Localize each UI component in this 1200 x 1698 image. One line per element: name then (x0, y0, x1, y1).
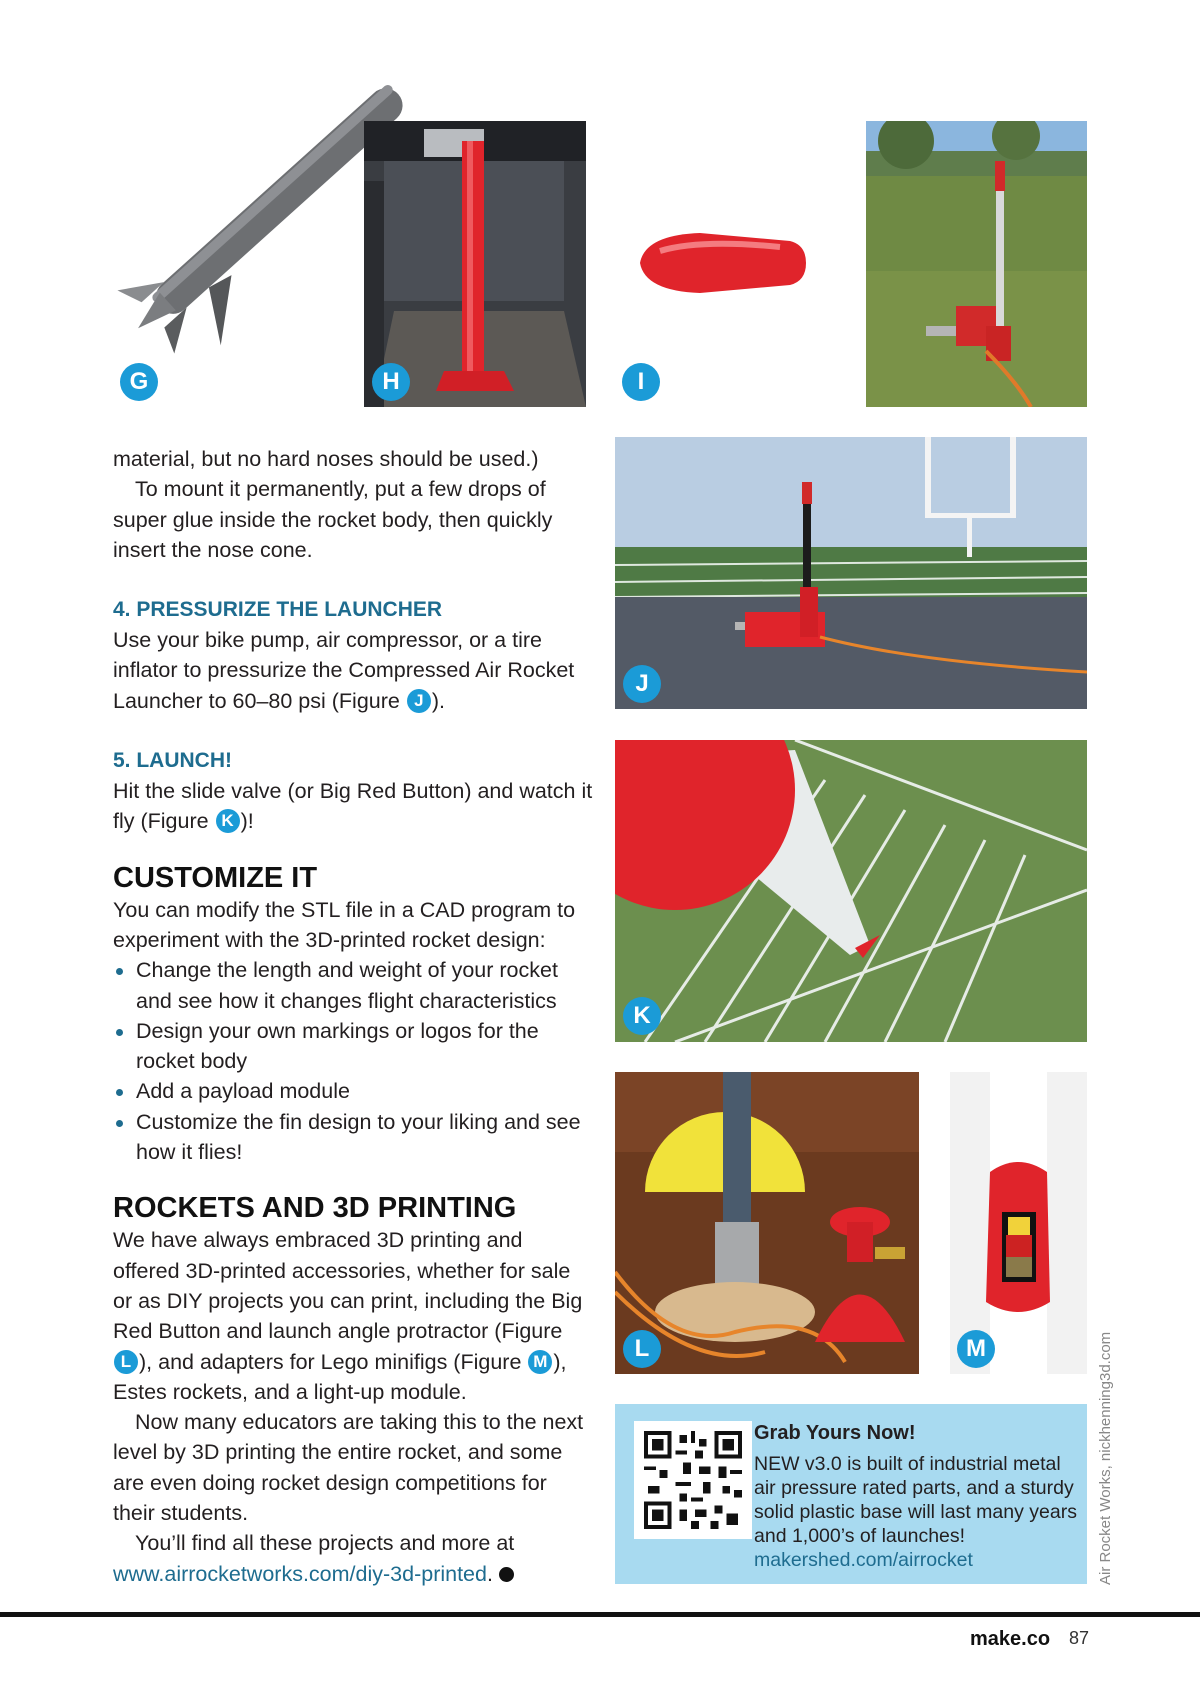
promo-body: NEW v3.0 is built of industrial metal air pressure rated parts, and a sturdy solid plastic base will last many years and 1,000’s of launches! (754, 1453, 1077, 1547)
article-left-column (113, 444, 593, 1589)
step5-text: Hit the slide valve (or Big Red Button) and watch it fly (Figure K )! (113, 779, 593, 834)
step4-text: Use your bike pump, air compressor, or a tire inflator to pressurize the Compressed Air Rocket Launcher to 60–80 psi (Figure J ). (113, 628, 575, 713)
list-item: Change the length and weight of your rocket and see how it changes flight characteristics (113, 955, 593, 1016)
list-item: Add a payload module (113, 1076, 593, 1106)
figure-i-badge: I (622, 363, 660, 401)
footer-site: make.co (970, 1628, 1051, 1650)
figure-h-badge: H (372, 363, 410, 401)
list-item: Design your own markings or logos for the rocket body (113, 1016, 593, 1077)
figure-l-protractor-photo (615, 1072, 919, 1374)
promo-text (754, 1420, 1084, 1572)
step4-heading: 4. PRESSURIZE THE LAUNCHER (113, 598, 443, 622)
end-mark-icon (499, 1567, 514, 1582)
figure-l-inline-badge: L (114, 1350, 138, 1374)
figure-j-field-launcher-photo (615, 437, 1087, 709)
figure-park-launcher-photo (866, 121, 1087, 407)
figure-k-aerial-photo (615, 740, 1087, 1042)
figure-m-minifig-photo (950, 1072, 1087, 1374)
footer-divider (0, 1612, 1200, 1617)
list-item: Customize the fin design to your liking and see how it flies! (113, 1107, 593, 1168)
figure-k-inline-badge: K (216, 809, 240, 833)
airrocketworks-link[interactable]: www.airrocketworks.com/diy-3d-printed (113, 1561, 487, 1586)
figure-k-badge: K (623, 997, 661, 1035)
photo-credit: Air Rocket Works, nickhenning3d.com (1097, 1331, 1114, 1585)
step5-heading: 5. LAUNCH! (113, 749, 232, 773)
promo-box (615, 1404, 1087, 1584)
customize-heading: CUSTOMIZE IT (113, 861, 318, 894)
rockets3d-paragraph-1: We have always embraced 3D printing and offered 3D-printed accessories, whether for sale or as DIY projects you can print, including the Big Red Button and launch angle protractor (Figure L ), and adapters for Lego minifigs (Figure M ), Estes rockets, and a light-up module. (113, 1228, 583, 1404)
figure-m-inline-badge: M (528, 1350, 552, 1374)
figure-l-badge: L (623, 1330, 661, 1368)
customize-bullet-list (113, 955, 593, 1167)
figure-j-inline-badge: J (407, 689, 431, 713)
qr-code[interactable] (634, 1421, 752, 1539)
promo-title: Grab Yours Now! (754, 1422, 916, 1444)
figure-i-nose-cone (630, 225, 810, 300)
figure-m-badge: M (957, 1330, 995, 1368)
makershed-link[interactable]: makershed.com/airrocket (754, 1549, 973, 1571)
figure-j-badge: J (623, 665, 661, 703)
figure-g-badge: G (120, 363, 158, 401)
rockets3d-paragraph-2: Now many educators are taking this to the next level by 3D printing the entire rocket, and some are even doing rocket design competitions for their students. (113, 1410, 584, 1526)
rockets3d-heading: ROCKETS AND 3D PRINTING (113, 1192, 517, 1225)
page-number: 87 (1069, 1628, 1090, 1648)
intro-line: material, but no hard noses should be used.) (113, 447, 539, 471)
intro-paragraph: To mount it permanently, put a few drops of super glue inside the rocket body, then quickly insert the nose cone. (113, 477, 553, 562)
customize-intro: You can modify the STL file in a CAD program to experiment with the 3D-printed rocket design: (113, 897, 576, 952)
rockets3d-paragraph-3: You’ll find all these projects and more at www.airrocketworks.com/diy-3d-printed. (113, 1531, 515, 1586)
